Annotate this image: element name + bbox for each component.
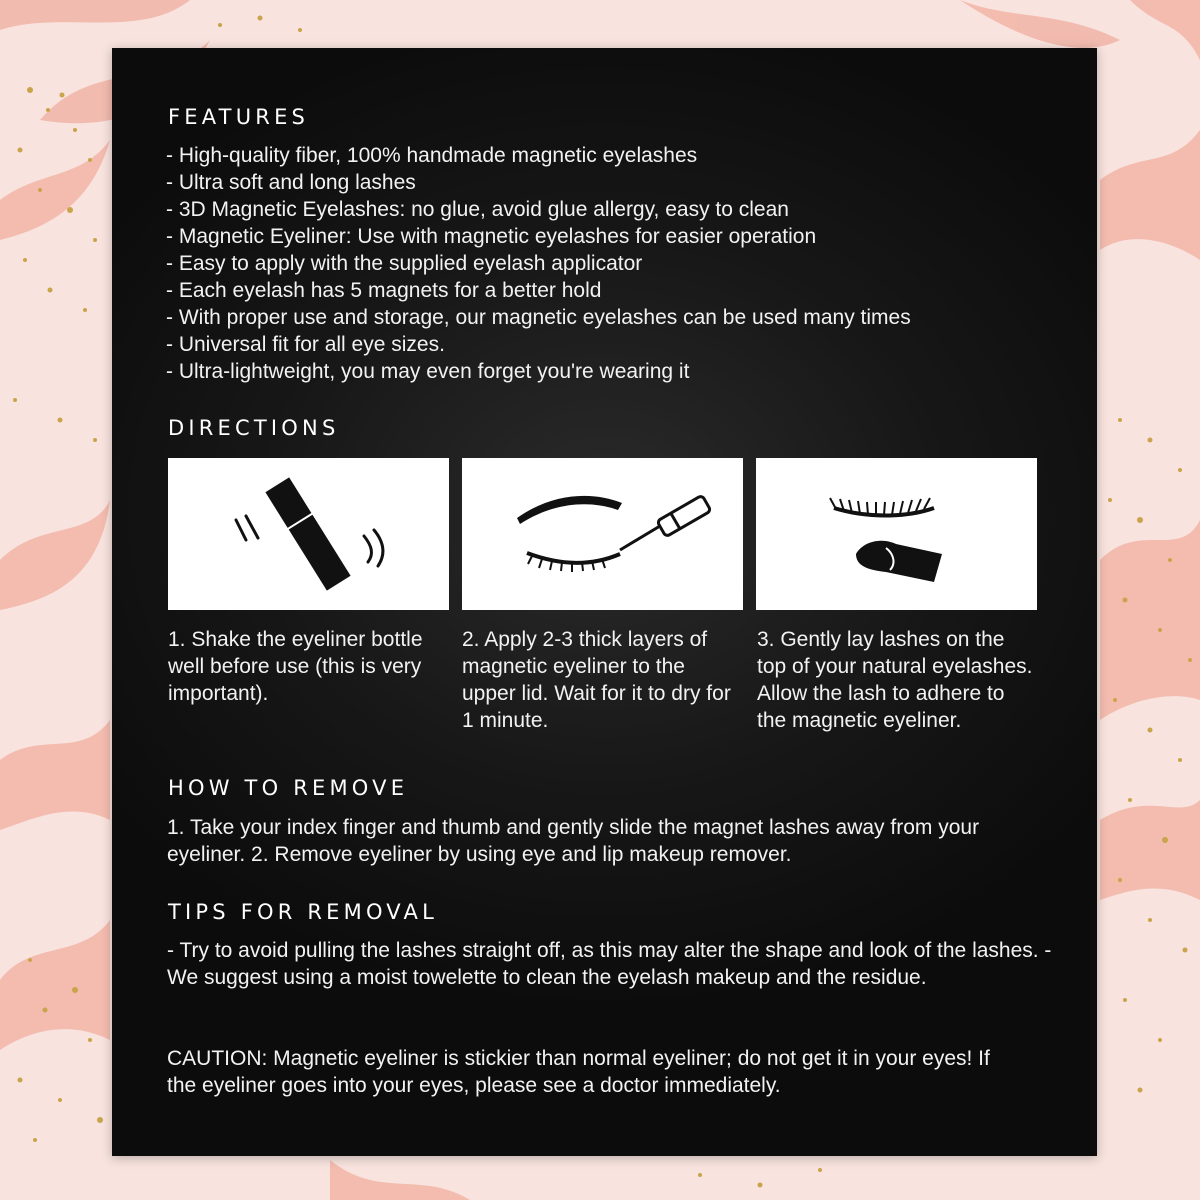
tips-text: - Try to avoid pulling the lashes straight off, as this may alter the shape and look of the lashes. - We suggest using a moist towelette to clean the eyelash makeup and the residue. <box>167 939 1052 989</box>
step-2-text: 2. Apply 2-3 thick layers of magnetic eyeliner to the upper lid. Wait for it to dry for 1 minute. <box>462 628 731 732</box>
list-item: - With proper use and storage, our magnetic eyelashes can be used many times <box>166 306 911 329</box>
how-to-remove-text: 1. Take your index finger and thumb and gently slide the magnet lashes away from your eyeliner. 2. Remove eyeliner by using eye and lip makeup remover. <box>167 816 980 866</box>
features-list <box>166 142 911 385</box>
caution-label: CAUTION: <box>167 1047 268 1070</box>
list-item: - Ultra-lightweight, you may even forget you're wearing it <box>166 360 690 383</box>
step-3-illustration <box>756 458 1037 610</box>
instructions-panel <box>112 48 1097 1156</box>
list-item: - Easy to apply with the supplied eyelash applicator <box>166 252 643 275</box>
tips-heading: TIPS FOR REMOVAL <box>168 900 438 924</box>
list-item: - Universal fit for all eye sizes. <box>166 333 445 356</box>
directions-heading: DIRECTIONS <box>168 416 340 440</box>
caution-text <box>167 1045 1007 1099</box>
features-heading: FEATURES <box>168 105 310 129</box>
lay-lashes-icon <box>756 458 1037 610</box>
step-3-text: 3. Gently lay lashes on the top of your natural eyelashes. Allow the lash to adhere to the magnetic eyeliner. <box>757 628 1033 732</box>
step-2-illustration <box>462 458 743 610</box>
list-item: - 3D Magnetic Eyelashes: no glue, avoid glue allergy, easy to clean <box>166 198 789 221</box>
step-1-illustration <box>168 458 449 610</box>
shake-bottle-icon <box>168 458 449 610</box>
how-to-remove-heading: HOW TO REMOVE <box>168 776 409 800</box>
apply-eyeliner-icon <box>462 458 743 610</box>
list-item: - High-quality fiber, 100% handmade magnetic eyelashes <box>166 144 698 167</box>
list-item: - Magnetic Eyeliner: Use with magnetic eyelashes for easier operation <box>166 225 817 248</box>
step-1-text: 1. Shake the eyeliner bottle well before use (this is very important). <box>168 628 423 705</box>
list-item: - Each eyelash has 5 magnets for a better hold <box>166 279 602 302</box>
list-item: - Ultra soft and long lashes <box>166 171 416 194</box>
caution-body: Magnetic eyeliner is stickier than normal eyeliner; do not get it in your eyes! If the eyeliner goes into your eyes, please see a doctor immediately. <box>167 1047 990 1097</box>
